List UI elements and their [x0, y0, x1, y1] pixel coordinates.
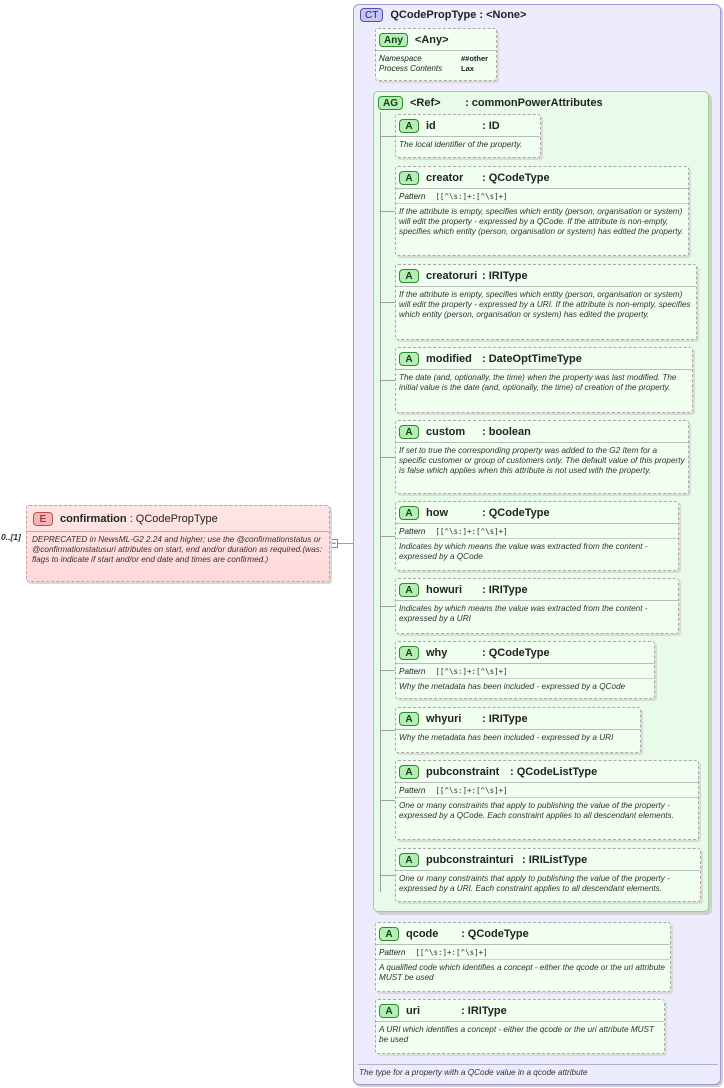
attribute-name: creatoruri [426, 269, 478, 282]
element-badge-icon: E [33, 512, 53, 526]
attribute-type: : IRIType [482, 583, 528, 596]
pattern-label: Pattern [399, 786, 426, 795]
attribute-type: : DateOptTimeType [482, 352, 582, 365]
attribute-name: creator [426, 171, 464, 184]
attribute-type: : QCodeType [482, 506, 550, 519]
branch-line [381, 606, 395, 607]
attribute-badge-icon: A [399, 765, 419, 779]
attribute-name: pubconstrainturi [426, 853, 514, 866]
attribute-description: Why the metadata has been included - expressed by a QCode [399, 682, 626, 691]
branch-line [381, 670, 395, 671]
attribute-why[interactable] [395, 641, 655, 699]
pattern-label: Pattern [399, 527, 426, 536]
element-type: : QCodePropType [129, 512, 218, 525]
attribute-name: how [426, 506, 448, 519]
element-confirmation[interactable] [26, 505, 330, 582]
namespace-value: ##other [461, 54, 489, 63]
attribute-name: custom [426, 425, 466, 438]
attribute-qcode[interactable] [375, 922, 671, 992]
attribute-creator[interactable] [395, 166, 689, 256]
attribute-name: pubconstraint [426, 765, 500, 778]
attribute-description: One or many constraints that apply to publishing the value of the property - expressed by a QCode. Each constraint applies to all descendant elements. [399, 801, 674, 820]
branch-line [381, 536, 395, 537]
divider [358, 1064, 718, 1065]
pattern-label: Pattern [399, 667, 426, 676]
attribute-name: why [426, 646, 448, 659]
attribute-type: : boolean [482, 425, 531, 438]
attribute-type: : IRIType [482, 712, 528, 725]
attribute-badge-icon: A [379, 1004, 399, 1018]
attribute-pubconstrainturi[interactable] [395, 848, 701, 902]
attribute-type: : QCodeType [482, 171, 550, 184]
branch-line [381, 730, 395, 731]
branch-line [381, 302, 395, 303]
attribute-type: : IRIListType [522, 853, 588, 866]
attribute-name: id [426, 119, 436, 132]
attribute-description: Why the metadata has been included - expressed by a URI [399, 733, 614, 742]
attribute-type: : IRIType [482, 269, 528, 282]
attribute-badge-icon: A [399, 425, 419, 439]
attribute-badge-icon: A [399, 583, 419, 597]
pattern-value: [[^\s:]+:[^\s]+] [435, 667, 508, 676]
attribute-description: The local identifier of the property. [399, 140, 523, 149]
attribute-badge-icon: A [399, 853, 419, 867]
branch-line [381, 875, 395, 876]
attribute-badge-icon: A [399, 119, 419, 133]
process-contents-label: Process Contents [379, 63, 443, 73]
pattern-value: [[^\s:]+:[^\s]+] [435, 527, 508, 536]
process-contents-value: Lax [461, 63, 474, 73]
namespace-label: Namespace [379, 54, 422, 63]
pattern-value: [[^\s:]+:[^\s]+] [435, 192, 508, 201]
attribute-badge-icon: A [399, 712, 419, 726]
attribute-uri[interactable] [375, 999, 665, 1054]
any-wildcard[interactable] [375, 28, 497, 81]
pattern-label: Pattern [379, 948, 406, 957]
attribute-howuri[interactable] [395, 578, 679, 634]
attribute-name: whyuri [426, 712, 462, 725]
complex-type-type: : <None> [479, 9, 527, 21]
attribute-group-name: <Ref> [410, 96, 441, 109]
occurrence-label: 0..[1] [1, 532, 21, 542]
branch-line [381, 380, 395, 381]
group-spine [380, 112, 381, 892]
complex-type-description: The type for a property with a QCode value in a qcode attribute [359, 1068, 588, 1077]
attribute-description: Indicates by which means the value was extracted from the content - expressed by a URI [399, 604, 648, 623]
attribute-whyuri[interactable] [395, 707, 641, 753]
attribute-group-type: : commonPowerAttributes [465, 96, 603, 109]
attribute-badge-icon: A [399, 506, 419, 520]
attribute-type: : ID [482, 119, 500, 132]
attribute-description: If the attribute is empty, specifies which entity (person, organisation or system) will edit the property - expressed by a QCode. If the attribute is non-empty, specifies which entity (person, organisation or system) has edited the property. [399, 207, 684, 236]
element-name: confirmation [60, 512, 127, 525]
collapse-toggle[interactable]: − [330, 538, 337, 548]
attribute-type: : QCodeType [461, 927, 529, 940]
attribute-badge-icon: A [399, 269, 419, 283]
attribute-modified[interactable] [395, 347, 693, 413]
attribute-description: One or many constraints that apply to publishing the value of the property - expressed by a URI. Each constraint applies to all descendant elements. [399, 874, 670, 893]
attribute-how[interactable] [395, 501, 679, 571]
attribute-group-badge-icon: AG [378, 96, 403, 110]
attribute-type: : QCodeListType [510, 765, 598, 778]
attribute-badge-icon: A [399, 646, 419, 660]
attribute-description: Indicates by which means the value was extracted from the content - expressed by a QCode [399, 542, 648, 561]
pattern-value: [[^\s:]+:[^\s]+] [435, 786, 508, 795]
branch-line [381, 136, 395, 137]
attribute-badge-icon: A [399, 171, 419, 185]
attribute-badge-icon: A [379, 927, 399, 941]
pattern-label: Pattern [399, 192, 426, 201]
element-description: DEPRECATED in NewsML-G2 2.24 and higher; use the @confirmationstatus or @confirmationstatusuri attributes on start, end and/or duration as required.(was: flags to indicate if start and/or end date and times are confirmed.) [32, 535, 323, 564]
any-badge-icon: Any [379, 33, 408, 47]
attribute-name: modified [426, 352, 472, 365]
pattern-value: [[^\s:]+:[^\s]+] [415, 948, 488, 957]
attribute-name: qcode [406, 927, 439, 940]
any-name: <Any> [414, 33, 449, 46]
attribute-description: A qualified code which identifies a concept - either the qcode or the uri attribute MUST be used [379, 963, 665, 982]
attribute-id[interactable] [395, 114, 541, 158]
attribute-description: A URI which identifies a concept - either the qcode or the uri attribute MUST be used [379, 1025, 655, 1044]
branch-line [381, 800, 395, 801]
complex-type-badge-icon: CT [360, 8, 383, 22]
attribute-description: If set to true the corresponding property was added to the G2 Item for a specific customer or group of customers only. The default value of this property is false which applies when this attribute is not used with the property. [399, 446, 685, 475]
attribute-type: : QCodeType [482, 646, 550, 659]
attribute-badge-icon: A [399, 352, 419, 366]
attribute-description: If the attribute is empty, specifies which entity (person, organisation or system) will edit the property - expressed by a URI. If the attribute is non-empty, specifies which entity (person, organisation or system) has edited the property. [399, 290, 691, 319]
attribute-name: uri [406, 1004, 421, 1017]
branch-line [381, 457, 395, 458]
complex-type-name: QCodePropType [390, 9, 477, 21]
attribute-custom[interactable] [395, 420, 689, 494]
attribute-creatoruri[interactable] [395, 264, 697, 340]
attribute-description: The date (and, optionally, the time) when the property was last modified. The initial value is the date (and, optionally, the time) of creation of the property. [399, 373, 677, 392]
attribute-type: : IRIType [461, 1004, 507, 1017]
branch-line [381, 211, 395, 212]
attribute-name: howuri [426, 583, 463, 596]
attribute-pubconstraint[interactable] [395, 760, 699, 840]
